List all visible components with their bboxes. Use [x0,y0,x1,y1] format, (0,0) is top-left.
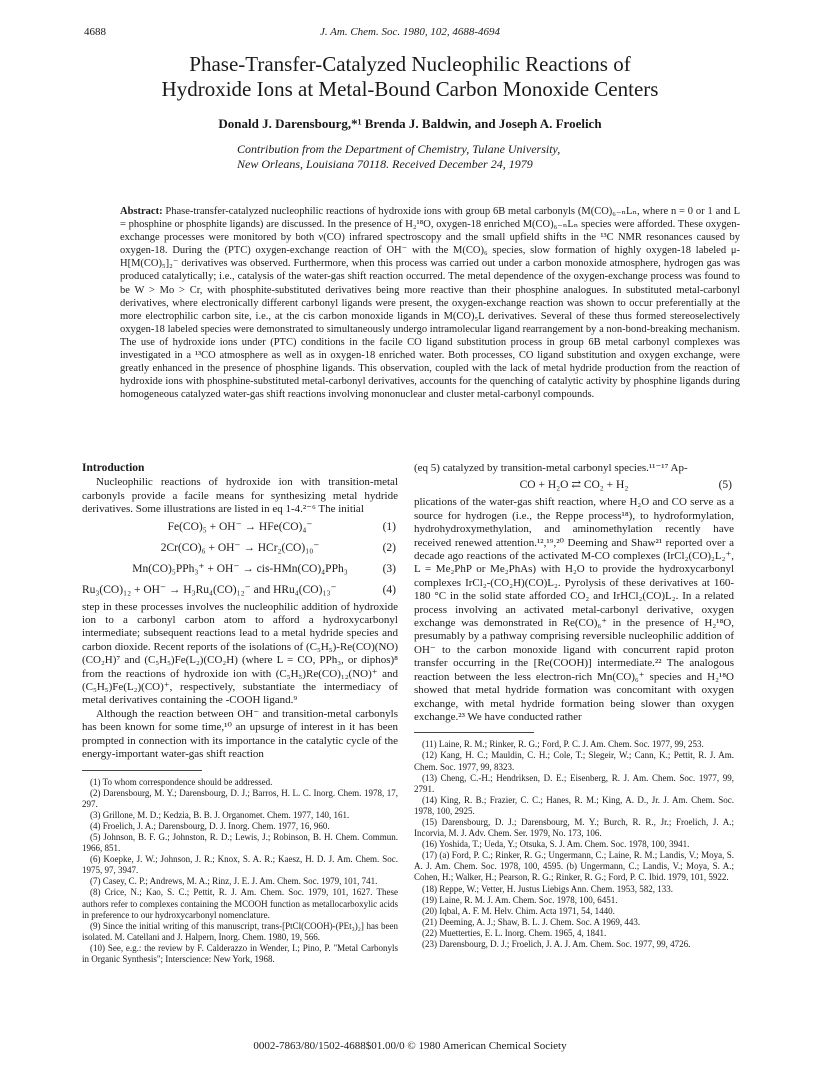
equation-5 [414,475,734,496]
footnote: (6) Koepke, J. W.; Johnson, J. R.; Knox, S. A. R.; Kaesz, H. D. J. Am. Chem. Soc. 1975, 97, 3947. [82,854,398,876]
left-column [82,462,398,965]
right-intro-line: (eq 5) catalyzed by transition-metal carbonyl species.¹¹⁻¹⁷ Ap- [414,462,688,474]
page-number: 4688 [84,26,106,38]
footnote: (22) Muetterties, E. L. Inorg. Chem. 1965, 4, 1841. [422,927,607,938]
equation-formula: Fe(CO)₅ + OH⁻ → HFe(CO)₄⁻ [167,520,313,533]
footnotes-left [82,777,398,966]
equation-number: (3) [382,562,396,575]
footnote: (21) Deeming, A. J.; Shaw, B. L. J. Chem. Soc. A 1969, 443. [422,916,641,927]
equation-number: (2) [382,541,396,554]
footnote: (19) Laine, R. M. J. Am. Chem. Soc. 1978, 100, 6451. [422,894,618,905]
footnote: (1) To whom correspondence should be addressed. [90,776,273,787]
equation-1 [82,517,398,538]
footnote: (12) Kang, H. C.; Mauldin, C. H.; Cole, T.; Slegeir, W.; Cann, K.; Pettit, R. J. Am. Chem. Soc. 1977, 99, 8323. [414,750,734,772]
affiliation [237,142,560,172]
equation-number: (4) [382,583,396,596]
footnote: (7) Casey, C. P.; Andrews, M. A.; Rinz, J. E. J. Am. Chem. Soc. 1979, 101, 741. [90,876,378,887]
abstract [120,205,740,401]
right-paragraph-1: plications of the water-gas shift reaction, where H₂O and CO serve as a source for hydrogen (i.e., the Reppe process¹⁸), to hydroformylation, hydrohydroxymethylation, and aminomethylation recently have received renewed attention.¹²,¹⁹,²⁰ Deeming and Shaw²¹ reported over a decade ago reactions of the activated M-CO complexes (IrCl₂(CO)₂L₂⁺, L = Me₂PhP or Me₂PhAs) with H₂O to provide the hydroxycarbonyl complexes IrCl₂-(CO₂H)(CO)L₂. Pyrolysis of these derivatives at 160-180 °C in the solid state afforded CO₂ and IrHCl₂(CO)L₂. In a related process involving an activated metal-carbonyl derivative, oxygen exchange was demonstrated in Re(CO)₆⁺ in the presence of H₂¹⁸O, presumably by a pathway comprising reversible nucleophilic addition of OH⁻ to the carbon monoxide ligand with concurrent rapid proton transfer occurring in the [Re(COOH)] intermediate.²² The analogous reaction between the less electron-rich Mn(CO)₆⁺ species and H₂¹⁸O showed that metal hydride formation was concomitant with oxygen exchange, with metal hydride formation being slower than oxygen exchange.²³ We have conducted rather [414,496,734,723]
equation-2 [82,538,398,559]
abstract-label: Abstract: [120,206,163,217]
affiliation-line: Contribution from the Department of Chemistry, Tulane University, [237,142,561,156]
footnote: (16) Yoshida, T.; Ueda, Y.; Otsuka, S. J. Am. Chem. Soc. 1978, 100, 3941. [422,839,690,850]
footnote: (14) King, R. B.; Frazier, C. C.; Hanes, R. M.; King, A. D., Jr. J. Am. Chem. Soc. 1978, 100, 2925. [414,794,734,816]
right-column [414,462,734,950]
footnote: (11) Laine, R. M.; Rinker, R. G.; Ford, P. C. J. Am. Chem. Soc. 1977, 99, 253. [422,739,704,750]
running-head: J. Am. Chem. Soc. 1980, 102, 4688-4694 [319,26,501,38]
footnotes-right [414,739,734,950]
abstract-text: Phase-transfer-catalyzed nucleophilic reactions of hydroxide ions with group 6B metal carbonyls (M(CO)₆₋ₙLₙ, where n = 0 or 1 and L = phosphine or phosphite ligands) are discussed. In the presence of H₂¹⁸O, oxygen-18 enriched M(CO)₆₋ₙLₙ species were afforded. These oxygen-exchange processes were monitored by both ν(CO) infrared spectroscopy and the small upfield shifts in the ¹³C NMR resonances caused by oxygen-18. During the (PTC) oxygen-exchange reaction of OH⁻ with the M(CO)₆ species, slow formation of highly oxygen-18 labeled μ-H[M(CO)₅]₂⁻ derivatives was observed. Furthermore, when this process was carried out under a carbon monoxide atmosphere, hydrogen gas was produced catalytically; i.e., catalysis of the water-gas shift reaction occurred. The metal dependence of the oxygen-exchange process was found to be W > Mo > Cr, with phosphite-substituted derivatives being more reactive than their phosphine analogues. In substituted metal-carbonyl derivatives, where electronically different carbonyl ligands were present, the oxygen-exchange reaction was shown to occur preferentially at the more electrophilic carbon site, i.e., at the cis carbon monoxide ligands in M(CO)₅L derivatives. Several of these thus formed stereoselectively oxygen-18 labeled species were demonstrated to simultaneously undergo intramolecular ligand rearrangement by a non-bond-breaking mechanism. The use of hydroxide ions under (PTC) conditions in the facile CO ligand substitution process in group 6B metal carbonyl complexes was investigated in a ¹³CO atmosphere as well as in oxygen-18 enriched water. Both processes, CO ligand substitution and oxygen exchange, were greatly enhanced in the presence of phosphine ligands. This observation, coupled with the lack of metal hydride production from the reaction of hydroxide ions with phosphine-substituted metal-carbonyl derivatives, accounts for the quenching of catalytic activity by phosphine ligands during homogeneous catalyzed water-gas shift reactions involving mononuclear and cluster metal-carbonyl compounds. [120,206,740,401]
equation-3 [82,559,398,580]
section-heading-introduction: Introduction [82,462,145,474]
footnote: (13) Cheng, C.-H.; Hendriksen, D. E.; Eisenberg, R. J. Am. Chem. Soc. 1977, 99, 2791. [414,772,734,794]
equation-formula: Mn(CO)₅PPh₃⁺ + OH⁻ → cis-HMn(CO)₄PPh₃ [132,562,348,575]
footnote: (9) Since the initial writing of this manuscript, trans-[PtCl(COOH)-(PEt₃)₂] has been isolated. M. Catellani and J. Halpern, Inorg. Chem. 1980, 19, 566. [82,920,398,942]
footnote: (8) Crice, N.; Kao, S. C.; Pettit, R. J. Am. Chem. Soc. 1979, 101, 1627. These authors refer to complexes containing the MCOOH function as metallocarboxylic acids in preference to our hydroxycarbonyl nomenclature. [82,887,398,920]
footnote: (10) See, e.g.: the review by F. Calderazzo in Wender, I.; Pino, P. "Metal Carbonyls in Organic Synthesis"; Interscience: New York, 1968. [82,942,398,964]
footnote: (4) Froelich, J. A.; Darensbourg, D. J. Inorg. Chem. 1977, 16, 960. [90,820,330,831]
title-line: Phase-Transfer-Catalyzed Nucleophilic Reactions of [189,52,631,76]
intro-paragraph-2: step in these processes involves the nucleophilic addition of hydroxide ion to a carbonyl carbon atom to afford a hydroxycarbonyl intermediate; subsequent reactions lead to a metal hydride species and carbon dioxide. Recent reports of the isolations of (C₅H₅)-Re(CO)(NO)(CO₂H)⁷ and (C₅H₅)Fe(L₂)(CO₂H) (where L = CO, PPh₃, or diphos)⁸ from the reactions of hydroxide ion with (C₅H₅)Re(CO)₁₂(NO)⁺ and (C₅H₅)Fe(L₂)(CO)⁺, respectively, substantiate the intermediacy of metal derivatives containing the -COOH ligand.⁹ [82,600,398,707]
intro-paragraph-1: Nucleophilic reactions of hydroxide ion with transition-metal carbonyls provide a facile means for synthesizing metal hydride derivatives. Some illustrations are listed in eq 1-4.²⁻⁶ The initial [82,476,398,516]
intro-paragraph-3: Although the reaction between OH⁻ and transition-metal carbonyls has been known for some time,¹⁰ an upsurge of interest in it has been prompted in connection with its importance in the catalytic cycle of the energy-important water-gas shift reaction [82,707,398,761]
footnote-divider [414,732,534,733]
equation-formula: 2Cr(CO)₆ + OH⁻ → HCr₂(CO)₁₀⁻ [160,541,320,554]
affiliation-line: New Orleans, Louisiana 70118. Received December 24, 1979 [237,157,533,171]
equation-4 [82,580,398,601]
title-line: Hydroxide Ions at Metal-Bound Carbon Monoxide Centers [161,77,659,101]
paper-title [0,52,820,102]
footnote: (2) Darensbourg, M. Y.; Darensbourg, D. J.; Barros, H. L. C. Inorg. Chem. 1978, 17, 297. [82,787,398,809]
footnote-divider [82,770,202,771]
page-footer: 0002-7863/80/1502-4688$01.00/0 © 1980 American Chemical Society [253,1040,567,1052]
footnote: (18) Reppe, W.; Vetter, H. Justus Liebigs Ann. Chem. 1953, 582, 133. [422,883,673,894]
footnote: (17) (a) Ford, P. C.; Rinker, R. G.; Ungermann, C.; Laine, R. M.; Landis, V.; Moya, S. A. J. Am. Chem. Soc. 1978, 100, 4595. (b) Ungermann, C.; Landis, V.; Moya, S. A.; Cohen, H.; Walker, H.; Pearson, R. G.; Rinker, R. G.; Ford, P. C. Ibid. 1979, 101, 5922. [414,850,734,883]
equation-number: (1) [382,520,396,533]
footnote: (23) Darensbourg, D. J.; Froelich, J. A. J. Am. Chem. Soc. 1977, 99, 4726. [422,939,691,949]
equation-formula: CO + H₂O ⇄ CO₂ + H₂ [519,479,629,492]
footnote: (20) Iqbal, A. F. M. Helv. Chim. Acta 1971, 54, 1440. [422,905,615,916]
footnote: (15) Darensbourg, D. J.; Darensbourg, M. Y.; Burch, R. R., Jr.; Froelich, J. A.; Incorvia, M. J. Adv. Chem. Ser. 1979, No. 173, 106. [414,816,734,839]
author-list: Donald J. Darensbourg,*¹ Brenda J. Baldwin, and Joseph A. Froelich [218,116,602,131]
footnote: (5) Johnson, B. F. G.; Johnston, R. D.; Lewis, J.; Robinson, B. H. Chem. Commun. 1966, 851. [82,831,398,854]
footnote: (3) Grillone, M. D.; Kedzia, B. B. J. Organomet. Chem. 1977, 140, 161. [90,809,350,820]
equation-number: (5) [718,479,732,492]
equation-formula: Ru₃(CO)₁₂ + OH⁻ → H₃Ru₄(CO)₁₂⁻ and HRu₄(CO)₁₃⁻ [82,583,337,596]
